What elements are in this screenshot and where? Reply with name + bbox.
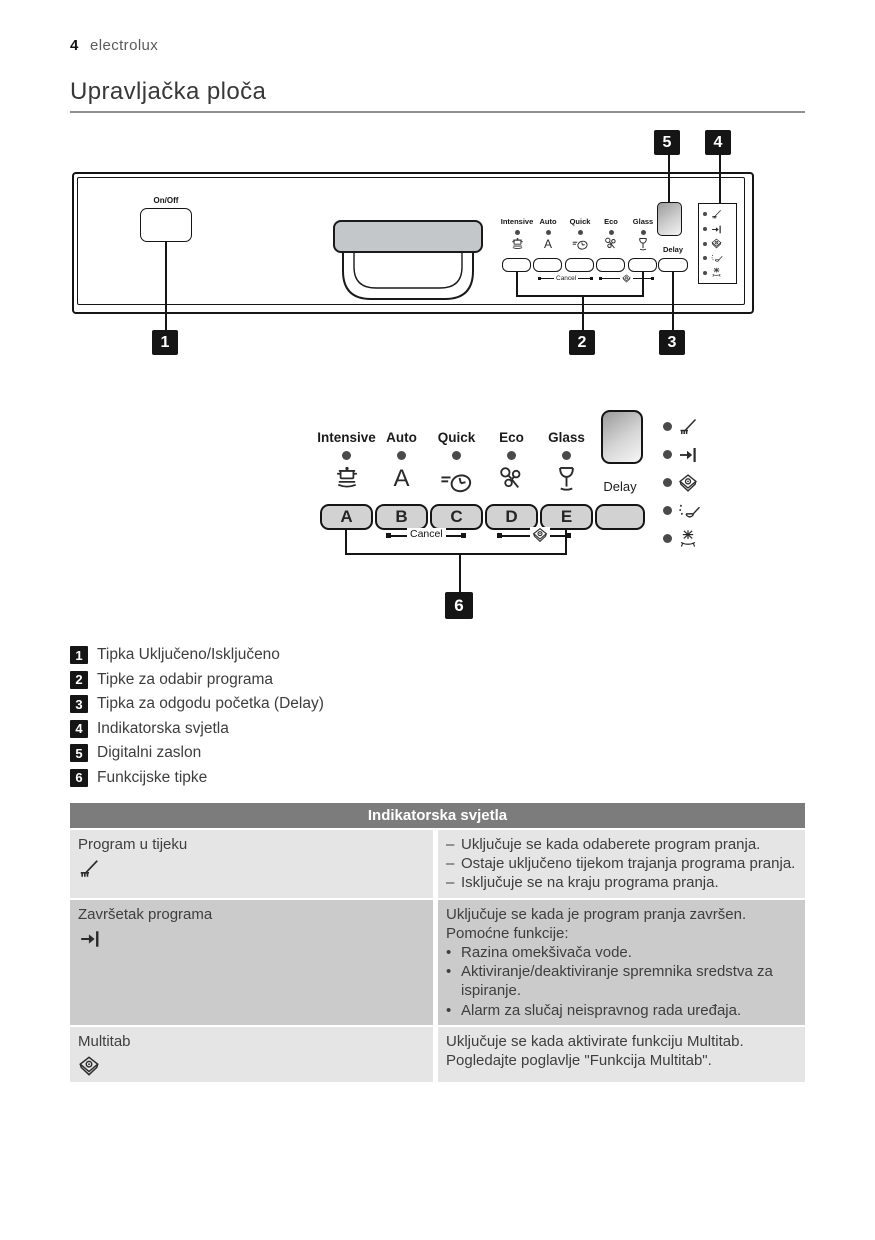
led [663, 506, 672, 515]
delay-button [595, 504, 645, 530]
page-title: Upravljačka ploča [70, 78, 267, 105]
door-handle-illustration [332, 219, 484, 305]
legend-item-6 [70, 769, 324, 787]
indicator-salt [663, 529, 701, 548]
line-text: Uključuje se kada je program pranja završen. [446, 905, 747, 923]
program-label-intensive: Intensive [317, 430, 376, 445]
function-button-a: A [320, 504, 373, 530]
callout-5: 5 [654, 130, 680, 155]
delay-label: Delay [603, 479, 637, 494]
program-running-icon [711, 209, 722, 220]
cancel-bracket-end [461, 533, 466, 538]
program-label-glass: Glass [548, 430, 585, 445]
indicator-lights-table [70, 803, 805, 1082]
program-running-icon [678, 417, 698, 437]
zoom-program-column-eco [485, 430, 538, 493]
function-button-c: C [430, 504, 483, 530]
callout-line-2d [582, 295, 584, 330]
auto-led [397, 451, 406, 460]
line-marker: – [446, 836, 455, 853]
eco-flower-icon [498, 466, 525, 493]
multitab-icon [78, 1055, 425, 1077]
led [703, 242, 707, 246]
digital-display-small [657, 202, 682, 236]
glass-led [641, 230, 646, 235]
delay-button-small [658, 258, 688, 272]
callout-line-6a [345, 530, 347, 555]
led [663, 422, 672, 431]
indicator-multitab [663, 473, 701, 492]
legend-text: Tipka za odgodu početka (Delay) [97, 695, 324, 712]
multitab-icon [678, 473, 698, 493]
auto-led [546, 230, 551, 235]
legend-number: 1 [70, 646, 88, 664]
callout-6: 6 [445, 592, 473, 619]
program-button-2 [533, 258, 562, 272]
line-text: Uključuje se kada odaberete program pranja. [461, 836, 761, 853]
line-text: Ostaje uključeno tijekom trajanja programa pranja. [461, 855, 796, 873]
callout-1: 1 [152, 330, 178, 355]
end-of-program-icon [711, 224, 722, 235]
led [703, 227, 707, 231]
program-button-1 [502, 258, 531, 272]
line-marker: – [446, 874, 455, 892]
indicator-multitab [703, 238, 732, 249]
description-line [446, 943, 797, 962]
indicator-rinse-aid [663, 501, 701, 520]
auto-a-icon: A [543, 237, 552, 251]
callout-line-6c [345, 553, 567, 555]
intensive-pot-icon [333, 465, 361, 493]
delay-label-small: Delay [662, 245, 683, 254]
program-label-eco: Eco [499, 430, 524, 445]
led [663, 450, 672, 459]
led [703, 271, 707, 275]
description-line [446, 854, 797, 873]
led [663, 478, 672, 487]
end-of-program-icon [678, 445, 698, 465]
eco-led [609, 230, 614, 235]
legend-number: 5 [70, 744, 88, 762]
program-running-icon [78, 858, 425, 880]
auto-a-icon: A [393, 465, 410, 492]
multitab-icon [620, 274, 633, 283]
legend-text: Tipka Uključeno/Isključeno [97, 646, 280, 663]
legend-item-1 [70, 646, 324, 664]
indicator-lights-column [663, 417, 701, 557]
callout-line-6b [565, 530, 567, 555]
quick-led [452, 451, 461, 460]
line-marker: • [446, 943, 452, 961]
led [663, 534, 672, 543]
legend-number: 4 [70, 720, 88, 738]
title-divider [70, 111, 805, 113]
line-text: Pogledajte poglavlje "Funkcija Multitab". [446, 1051, 712, 1069]
rinse-aid-icon [678, 501, 701, 520]
callout-line-5 [668, 153, 670, 203]
table-row-end-of-program [70, 900, 805, 1025]
description-line [446, 1051, 797, 1070]
line-text: Alarm za slučaj neispravnog rada uređaja. [461, 1001, 742, 1019]
eco-led [507, 451, 516, 460]
salt-icon [678, 529, 698, 549]
legend-number: 2 [70, 671, 88, 689]
salt-icon [711, 267, 722, 278]
callout-line-6d [459, 553, 461, 592]
multitab-bracket-end [497, 533, 502, 538]
indicator-rinse-aid [703, 253, 732, 263]
description-line [446, 873, 797, 892]
callout-line-2c [516, 295, 644, 297]
legend-number: 3 [70, 695, 88, 713]
indicator-name: Multitab [78, 1032, 131, 1050]
multitab-icon [530, 527, 550, 543]
table-cell-name [70, 1027, 433, 1082]
description-line [446, 1001, 797, 1020]
legend-text: Digitalni zaslon [97, 744, 202, 761]
callout-line-2a [516, 272, 518, 297]
callout-3: 3 [659, 330, 685, 355]
indicator-name: Program u tijeku [78, 836, 188, 853]
multitab-bracket-end [599, 277, 602, 280]
zoom-program-column-intensive [317, 430, 376, 493]
program-label-glass: Glass [632, 217, 654, 226]
legend-number: 6 [70, 769, 88, 787]
intensive-led [342, 451, 351, 460]
line-text: Pomoćne funkcije: [446, 924, 569, 942]
legend-item-2 [70, 671, 324, 689]
line-text: Uključuje se kada aktivirate funkciju Multitab. [446, 1032, 744, 1050]
onoff-label: On/Off [153, 196, 179, 205]
description-line [446, 924, 797, 943]
brand-logo: electrolux [90, 37, 159, 54]
indicator-lights-box [698, 203, 737, 284]
table-cell-description [438, 1027, 805, 1082]
digital-display [601, 410, 643, 464]
function-button-d: D [485, 504, 538, 530]
indicator-salt [703, 267, 732, 278]
callout-4: 4 [705, 130, 731, 155]
quick-clock-icon [440, 469, 474, 495]
multitab-bracket-end [651, 277, 654, 280]
indicator-end-of-program [663, 445, 701, 464]
indicator-name: Završetak programa [78, 905, 213, 923]
table-cell-name [70, 830, 433, 898]
program-button-5 [628, 258, 657, 272]
indicator-program-running [703, 209, 732, 220]
callout-line-2b [642, 272, 644, 297]
program-label-intensive: Intensive [500, 217, 534, 226]
indicator-end-of-program [703, 224, 732, 235]
legend-text: Funkcijske tipke [97, 768, 208, 786]
program-button-3 [565, 258, 594, 272]
description-line [446, 962, 797, 1000]
legend-item-5 [70, 744, 324, 762]
program-button-4 [596, 258, 625, 272]
cancel-label: Cancel [407, 528, 446, 540]
callout-line-4 [719, 153, 721, 204]
legend-item-3 [70, 695, 324, 713]
indicator-program-running [663, 417, 701, 436]
glass-wine-icon [637, 237, 649, 252]
multitab-bracket-end [566, 533, 571, 538]
table-header: Indikatorska svjetla [70, 803, 805, 828]
function-button-e: E [540, 504, 593, 530]
program-label-eco: Eco [604, 217, 618, 226]
line-marker: – [446, 855, 455, 873]
program-label-quick: Quick [437, 430, 476, 445]
program-label-auto: Auto [386, 430, 417, 445]
line-text: Isključuje se na kraju programa pranja. [461, 874, 719, 892]
callout-2: 2 [569, 330, 595, 355]
description-line [446, 905, 797, 924]
cancel-bracket-end [538, 277, 541, 280]
table-cell-description [438, 830, 805, 898]
legend-text: Indikatorska svjetla [97, 719, 229, 737]
cancel-bracket-end [386, 533, 391, 538]
rinse-aid-icon [711, 253, 723, 263]
line-text: Razina omekšivača vode. [461, 943, 632, 961]
callout-line-3 [672, 272, 674, 330]
legend-text: Tipke za odabir programa [97, 670, 274, 688]
page-number: 4 [70, 37, 79, 54]
led [703, 256, 707, 260]
description-line [446, 835, 797, 854]
table-row-program-running [70, 830, 805, 898]
table-cell-name [70, 900, 433, 1025]
cancel-bracket-end [590, 277, 593, 280]
table-cell-description [438, 900, 805, 1025]
program-label-auto: Auto [539, 217, 557, 226]
legend-item-4 [70, 720, 324, 738]
function-button-b: B [375, 504, 428, 530]
zoom-program-column-auto [375, 430, 428, 491]
program-label-quick: Quick [569, 217, 591, 226]
glass-wine-icon [555, 465, 578, 494]
multitab-icon [711, 238, 722, 249]
callout-line-1 [165, 241, 167, 330]
legend-list [70, 646, 324, 793]
description-line [446, 1032, 797, 1051]
led [703, 212, 707, 216]
power-button-illustration [140, 208, 192, 242]
zoom-program-column-quick [430, 430, 483, 495]
table-row-multitab [70, 1027, 805, 1082]
cancel-label-small: Cancel [556, 275, 577, 282]
line-text: Aktiviranje/deaktiviranje spremnika sredstva za ispiranje. [461, 963, 773, 1000]
line-marker: • [446, 1001, 452, 1019]
glass-led [562, 451, 571, 460]
end-of-program-icon [78, 928, 425, 950]
line-marker: • [446, 963, 452, 981]
zoom-program-column-glass [540, 430, 593, 494]
